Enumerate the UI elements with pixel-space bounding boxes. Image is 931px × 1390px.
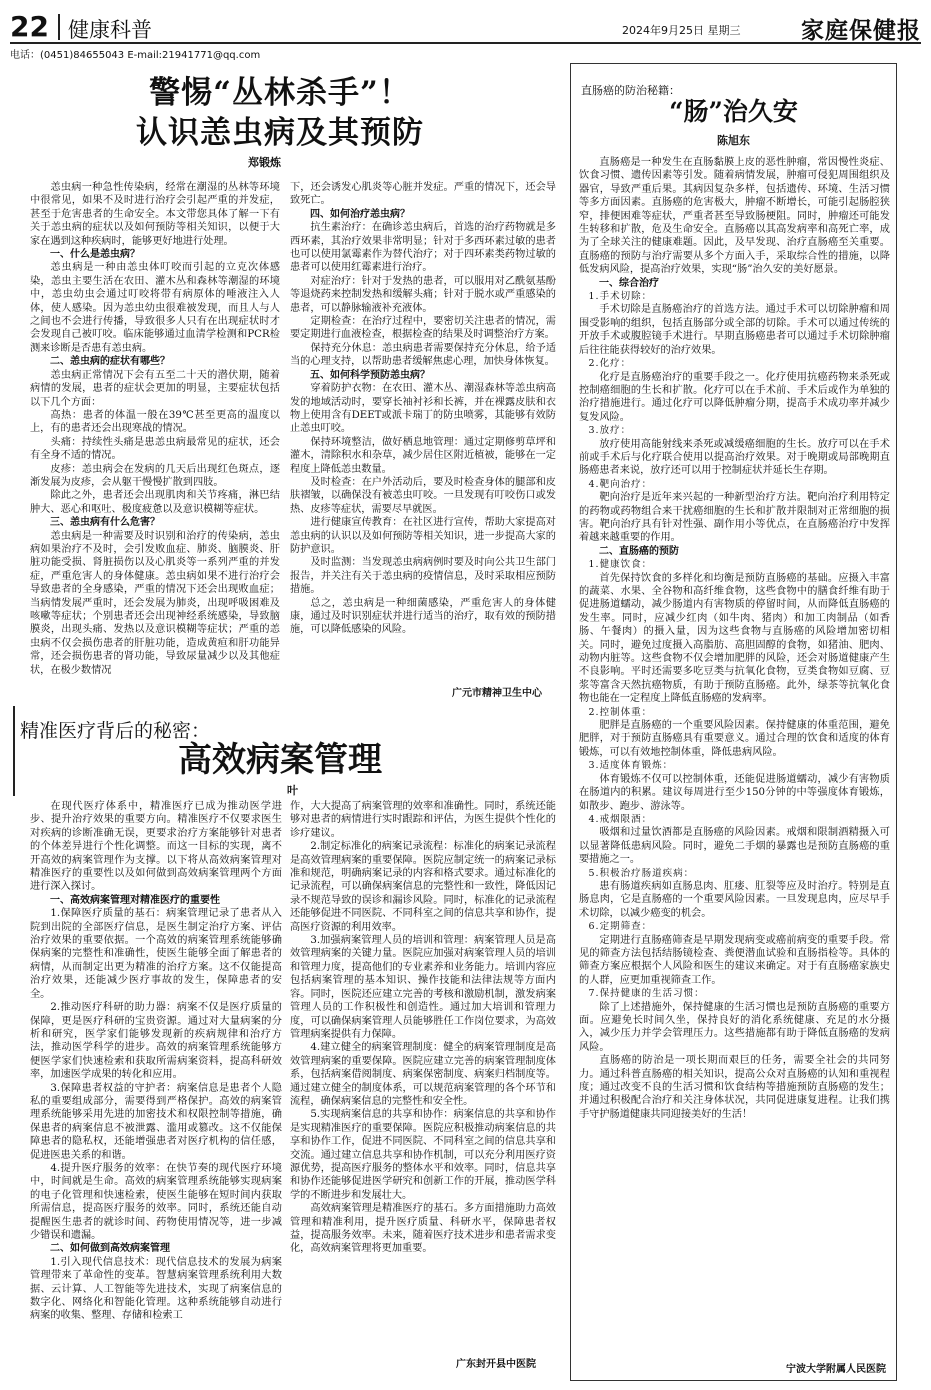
paragraph: 穿着防护衣物：在农田、灌木丛、潮湿森林等恙虫病高发的地域活动时，要穿长袖衬衫和长裤，并在裸露皮肤和衣物上使用含有DEET或派卡瑞丁的防虫喷雾，其能够有效防止恙虫叮咬。 (290, 383, 556, 435)
paragraph: 进行健康宣传教育：在社区进行宣传，帮助大家提高对恙虫病的认识以及如何预防等相关知识，进一步提高大家的防护意识。 (290, 517, 556, 555)
subheading: 3.放疗： (588, 425, 632, 437)
subheading: 2.控制体重： (588, 706, 653, 718)
article1-column-2 (290, 181, 556, 677)
paragraph: 总之，恙虫病是一种细菌感染，严重危害人的身体健康，通过及时识别症状并进行适当的治疗，取有效的预防措施，可以降低感染的风险。 (290, 597, 556, 636)
subheading: 1.健康饮食： (588, 559, 653, 571)
article2-column-1 (30, 800, 282, 1372)
paragraph: 头痛：持续性头痛是患恙虫病最常见的症状，还会有全身不适的情况。 (30, 436, 280, 462)
newspaper-name: 家庭保健报 (801, 17, 921, 44)
contact-line: 电话：(0451)84655043 E-mail:21941771@qq.com (10, 50, 261, 61)
article2-author: 叶 (287, 784, 298, 797)
article1-title-line2: 认识恙虫病及其预防 (136, 115, 424, 151)
paragraph: 吸烟和过量饮酒都是直肠癌的风险因素。戒烟和限制酒精摄入可以显著降低患病风险。同时，避免二手烟的暴露也是预防直肠癌的重要措施之一。 (579, 827, 890, 866)
paragraph: 患有肠道疾病如直肠息肉、肛瘘、肛裂等应及时治疗。特别是直肠息肉，它是直肠癌的一个重要风险因素。一旦发现息肉，应尽早手术切除，以减少癌变的机会。 (579, 880, 890, 919)
paragraph: 在现代医疗体系中，精准医疗已成为推动医学进步、提升治疗效果的重要方向。精准医疗不仅要求医生对疾病的诊断准确无误，更要求治疗方案能够针对患者的个体差异进行个性化调整。而这一目标的实现，离不开高效的病案管理作为支撑。以下将从高效病案管理对精准医疗的重要性以及如何做到高效病案管理两个方面进行深入探讨。 (30, 801, 282, 893)
article3-kicker: 直肠癌的防治秘籍： (581, 84, 680, 97)
section-heading: 二、如何做到高效病案管理 (50, 1243, 170, 1255)
section-heading: 三、恙虫病有什么危害？ (50, 517, 160, 529)
paragraph: 保持充分休息：恙虫病患者需要保持充分休息，给予适当的心理支持，以帮助患者缓解焦虑心理，加快身体恢复。 (290, 342, 556, 368)
paragraph: 2.推动医疗科研的助力器：病案不仅是医疗质量的保障，更是医疗科研的宝贵资源。通过对大量病案的分析和研究，医学家们能够发现新的疾病规律和治疗方法，推动医学科学的进步。高效的病案管理系统能够方便医学家们快速检索和获取所需病案资料，提高科研效率，加速医学成果的转化和应用。 (30, 1002, 282, 1081)
paragraph: 体育锻炼不仅可以控制体重，还能促进肠道蠕动，减少有害物质在肠道内的积累。建议每周进行至少150分钟的中等强度体育锻炼，如散步、跑步、游泳等。 (579, 773, 890, 812)
paragraph: 恙虫病是一种需要及时识别和治疗的传染病，恙虫病如果治疗不及时，会引发败血症、肺炎、脑膜炎、肝脏功能受损、肾脏损伤以及心肌炎等一系列严重的并发症，严重危害人的身体健康。恙虫病如果不进行治疗会导致患者的全身感染，严重的情况下还会出现败血症；当病情发展严重时，还会发展为肺炎，出现呼吸困难及咳嗽等症状；个别患者还会出现神经系统感染，导致脑膜炎，出现头痛、发热以及意识模糊等症状；严重的恙虫病不仅会损伤患者的肝脏功能，造成黄疸和肝功能异常，还会损伤患者的肾功能，导致尿量减少以及其他症状，在极少数情况 (30, 530, 280, 676)
issue-date: 2024年9月25日 星期三 (622, 24, 741, 37)
paragraph: 对症治疗：针对于发热的患者，可以服用对乙酰氨基酚等退烧药来控制发热和缓解头痛；针对于脱水或严重感染的患者，可以静脉输液补充液体。 (290, 275, 556, 314)
article1-column-1 (30, 181, 280, 699)
section-heading: 二、直肠癌的预防 (599, 545, 679, 557)
paragraph: 2.制定标准化的病案记录流程：标准化的病案记录流程是高效管理病案的重要保障。医院应制定统一的病案记录标准和规范，明确病案记录的内容和格式要求。通过标准化的记录流程，可以确保病案信息的完整性和一致性，降低因记录不规范导致的误诊和漏诊风险。同时，标准化的记录流程还能够促进不同医院、不同科室之间的信息共享和协作，提高医疗资源的利用效率。 (290, 841, 556, 933)
article2-kicker: 精准医疗背后的秘密： (20, 720, 211, 742)
paragraph: 除了上述措施外，保持健康的生活习惯也是预防直肠癌的重要方面。应避免长时间久坐，保持良好的消化系统健康、充足的水分摄入，减少压力并学会管理压力。这些措施都有助于降低直肠癌的发病风险。 (579, 1001, 890, 1053)
paragraph: 及时检查：在户外活动后，要及时检查身体的腿部和皮肤褶皱，以确保没有被恙虫叮咬。一旦发现有叮咬伤口或发热、皮疹等症状，需要尽早就医。 (290, 476, 556, 515)
paragraph: 高热：患者的体温一般在39℃甚至更高的温度以上，有的患者还会出现寒战的情况。 (30, 409, 280, 435)
paragraph: 化疗是直肠癌治疗的重要手段之一。化疗使用抗癌药物来杀死或控制癌细胞的生长和扩散。化疗可以在手术前、手术后或作为单独的治疗措施进行。通过化疗可以降低肿瘤分期，提高手术成功率并减少复发风险。 (579, 371, 890, 423)
subheading: 4.戒烟限酒： (588, 813, 653, 825)
paragraph: 皮疹：恙虫病会在发病的几天后出现红色斑点，逐渐发展为皮疹，会从躯干慢慢扩散到四肢。 (30, 463, 280, 488)
article3-body (579, 156, 890, 1348)
section-heading: 一、高效病案管理对精准医疗的重要性 (50, 894, 220, 906)
paragraph: 定期检查：在治疗过程中，要密切关注患者的情况，需要定期进行血液检查，根据检查的结果及时调整治疗方案。 (290, 316, 556, 341)
article3-author: 陈旭东 (717, 134, 750, 147)
paragraph: 恙虫病是一种由恙虫体叮咬而引起的立克次体感染，恙虫主要生活在农田、灌木丛和森林等潮湿的环境中，恙虫幼虫会通过叮咬将带有病原体的唾液注入人体，使人感染。因为恙虫幼虫很难被发现，而且人与人之间也不会进行传播，导致很多人只有在出现症状时才会发现自己被叮咬。临床能够通过血清学检测和PCR检测来诊断是否患有恙虫病。 (30, 262, 280, 354)
paragraph: 靶向治疗是近年来兴起的一种新型治疗方法。靶向治疗利用特定的药物或药物组合来干扰癌细胞的生长和扩散并限制对正常细胞的损害。靶向治疗具有针对性强、副作用小等优点，在直肠癌治疗中发挥着越来越重要的作用。 (579, 492, 890, 544)
paragraph: 除此之外，患者还会出现肌肉和关节疼痛，淋巴结肿大、恶心和呕吐、极度疲惫以及意识模糊等症状。 (30, 490, 280, 515)
paragraph: 保持环境整洁，做好栖息地管理：通过定期修剪草坪和灌木，清除积水和杂草，减少居住区附近植被，能够在一定程度上降低恙虫数量。 (290, 436, 556, 475)
masthead (10, 8, 921, 44)
article3-credit: 宁波大学附属人民医院 (786, 1364, 886, 1375)
section-name: 健康科普 (68, 18, 152, 42)
section-heading: 二、恙虫病的症状有哪些？ (50, 356, 170, 368)
paragraph: 首先保持饮食的多样化和均衡是预防直肠癌的基础。应摄入丰富的蔬菜、水果、全谷物和高纤维食物，这些食物中的膳食纤维有助于促进肠道蠕动，减少肠道内有害物质的停留时间，从而降低直肠癌的发生率。同时，应减少红肉（如牛肉、猪肉）和加工肉制品（如香肠、午餐肉）的摄入量，因为这些食物与直肠癌的风险增加密切相关。同时，避免过度摄入高脂肪、高胆固醇的食物，如猪油、肥肉、动物内脏等。这些食物不仅会增加肥胖的风险，还会对肠道健康产生不良影响。平时还需要多吃豆类与抗氧化食物，豆类食物如豆腐、豆浆等富含天然抗癌物质，有助于预防直肠癌。此外，绿茶等抗氧化食物也能在一定程度上降低直肠癌的发病率。 (579, 572, 890, 705)
paragraph: 手术切除是直肠癌治疗的首选方法。通过手术可以切除肿瘤和周围受影响的组织，包括直肠部分或全部的切除。手术可以通过传统的开放手术或腹腔镜手术进行。早期直肠癌患者可以通过手术切除肿瘤后往往能获得较好的治疗效果。 (579, 304, 890, 356)
article2-credit: 广东封开县中医院 (456, 1359, 536, 1370)
article3-box (570, 63, 897, 1381)
paragraph: 4.提升医疗服务的效率：在快节奏的现代医疗环境中，时间就是生命。高效的病案管理系统能够实现病案的电子化管理和快速检索，使医生能够在短时间内获取所需信息，提高医疗服务的效率。同时，系统还能自动提醒医生患者的就诊时间、药物使用情况等，进一步减少错误和遗漏。 (30, 1162, 282, 1241)
masthead-divider (58, 14, 60, 40)
article1-title-line1: 警惕“丛林杀手”！ (149, 75, 411, 111)
paragraph: 下，还会诱发心肌炎等心脏并发症。严重的情况下，还会导致死亡。 (290, 182, 556, 207)
article1-author: 郑锻炼 (248, 156, 281, 169)
paragraph: 抗生素治疗：在确诊恙虫病后，首选的治疗药物就是多西环素，其治疗效果非常明显；针对于多西环素过敏的患者也可以使用氯霉素作为替代治疗；对于四环素类药物过敏的患者可以使用红霉素进行治疗。 (290, 222, 556, 274)
article3-title: “肠”治久安 (669, 97, 798, 126)
paragraph: 4.建立健全的病案管理制度：健全的病案管理制度是高效管理病案的重要保障。医院应建立完善的病案管理制度体系，包括病案借阅制度、病案保密制度、病案归档制度等。通过建立健全的制度体系，可以规范病案管理的各个环节和流程，确保病案信息的完整性和安全性。 (290, 1042, 556, 1107)
article2-column-2 (290, 800, 556, 1348)
subheading: 4.靶向治疗： (588, 478, 653, 490)
paragraph: 恙虫病一种急性传染病，经常在潮湿的丛林等环境中很常见，如果不及时进行治疗会引起严重的并发症，甚至于危害患者的生命安全。本文带您具体了解一下有关于恙虫病的症状以及如何预防等相关知识，以便于大家在遇到这种疾病时，能够更好地进行处理。 (30, 182, 280, 247)
article1-credit: 广元市精神卫生中心 (452, 688, 542, 699)
paragraph: 直肠癌是一种发生在直肠黏膜上皮的恶性肿瘤，常因慢性炎症、饮食习惯、遗传因素等引发。随着病情发展，肿瘤可侵犯周围组织及器官，导致严重后果。其病因复杂多样，包括遗传、环境、生活习惯等多方面因素。直肠癌的危害极大，肿瘤不断增长，可能引起肠腔狭窄，排便困难等症状，严重者甚至导致肠梗阻。同时，肿瘤还可能发生转移和扩散，危及生命安全。直肠癌以其高发病率和高死亡率，成为了全球关注的健康难题。因此，及早发现、治疗直肠癌至关重要。直肠癌的预防与治疗需要从多个方面入手，采取综合性的措施，以降低发病风险，提高治疗效果，实现“肠”治久安的美好愿景。 (579, 157, 890, 276)
subheading: 3.适度体育锻炼： (588, 760, 674, 772)
paragraph: 1.引入现代信息技术：现代信息技术的发展为病案管理带来了革命性的变革。智慧病案管理系统利用大数据、云计算、人工智能等先进技术，实现了病案信息的数字化、网络化和智能化管理。这种系统能够自动进行病案的收集、整理、存储和检索工 (30, 1256, 282, 1322)
paragraph: 高效病案管理是精准医疗的基石。多方面措施助力高效管理和精准利用，提升医疗质量、科研水平，保障患者权益，提高服务效率。未来，随着医疗技术进步和患者需求变化，高效病案管理将更加重要。 (290, 1203, 556, 1255)
subheading: 1.手术切除： (588, 291, 653, 303)
subheading: 7.保持健康的生活习惯： (588, 988, 705, 1000)
article2-title: 高效病案管理 (178, 740, 382, 780)
paragraph: 肥胖是直肠癌的一个重要风险因素。保持健康的体重范围，避免肥胖，对于预防直肠癌具有重要意义。通过合理的饮食和适度的体育锻炼，可以有效地控制体重，降低患病风险。 (579, 720, 890, 758)
subheading: 2.化疗： (588, 358, 632, 370)
paragraph: 1.保障医疗质量的基石：病案管理记录了患者从入院到出院的全部医疗信息，是医生制定治疗方案、评估治疗效果的重要依据。一个高效的病案管理系统能够确保病案的完整性和准确性，使医生能够全面了解患者的病情，从而制定出更为精准的治疗方案。这不仅能提高治疗效果，还能减少医疗事故的发生，保障患者的安全。 (30, 908, 282, 1000)
paragraph: 恙虫病正常情况下会有五至二十天的潜伏期，随着病情的发展，患者的症状会更加的明显，主要症状包括以下几个方面： (30, 369, 280, 408)
paragraph: 3.保障患者权益的守护者：病案信息是患者个人隐私的重要组成部分，需要得到严格保护。高效的病案管理系统能够采用先进的加密技术和权限控制等措施，确保患者的病案信息不被泄露、滥用或篡改。这不仅能保障患者的隐私权，还能增强患者对医疗机构的信任感，促进医患关系的和谐。 (30, 1082, 282, 1161)
subheading: 5.积极治疗肠道疾病： (588, 867, 695, 879)
section-heading: 五、如何科学预防恙虫病？ (310, 369, 430, 381)
subheading: 6.定期筛查： (588, 921, 653, 933)
section-heading: 四、如何治疗恙虫病？ (310, 208, 410, 220)
section-heading: 一、什么是恙虫病？ (50, 249, 140, 261)
paragraph: 定期进行直肠癌筛查是早期发现病变或癌前病变的重要手段。常见的筛查方法包括结肠镜检查、粪便潜血试验和直肠指检等。具体的筛查方案应根据个人风险和医生的建议来确定。对于有直肠癌家族史的人群，应更加重视筛查工作。 (579, 934, 890, 986)
paragraph: 作，大大提高了病案管理的效率和准确性。同时，系统还能够对患者的病情进行实时跟踪和评估，为医生提供个性化的诊疗建议。 (290, 801, 556, 839)
paragraph: 放疗使用高能射线来杀死或减缓癌细胞的生长。放疗可以在手术前或手术后与化疗联合使用以提高治疗效果。对于晚期或局部晚期直肠癌患者来说，放疗还可以用于控制症状并延长生存期。 (579, 438, 890, 477)
paragraph: 5.实现病案信息的共享和协作：病案信息的共享和协作是实现精准医疗的重要保障。医院应积极推动病案信息的共享和协作工作，促进不同医院、不同科室之间的信息共享和交流。通过建立信息共享和协作机制，可以充分利用医疗资源优势，提高医疗服务的整体水平和效率。同时，信息共享和协作还能够促进医学研究和创新工作的开展，推动医学科学的不断进步和发展壮大。 (290, 1109, 556, 1201)
section-heading: 一、综合治疗 (599, 277, 659, 289)
paragraph: 及时监测：当发现恙虫病病例时要及时向公共卫生部门报告，并关注有关于恙虫病的疫情信息，及时采取相应预防措施。 (290, 557, 556, 596)
paragraph: 3.加强病案管理人员的培训和管理：病案管理人员是高效管理病案的关键力量。医院应加强对病案管理人员的培训和管理力度，提高他们的专业素养和业务能力。培训内容应包括病案管理的基本知识、操作技能和法律法规等方面内容。同时，医院还应建立完善的考核和激励机制，激发病案管理人员的工作积极性和创造性。通过加大培训和管理力度，可以确保病案管理人员能够胜任工作岗位要求，为高效管理病案提供有力保障。 (290, 935, 556, 1040)
paragraph: 直肠癌的防治是一项长期而艰巨的任务，需要全社会的共同努力。通过科普直肠癌的相关知识，提高公众对直肠癌的认知和重视程度；通过改变不良的生活习惯和饮食结构等措施预防直肠癌的发生；并通过积极配合治疗和关注身体状况，共同促进康复进程。让我们携手守护肠道健康共同迎接美好的生活！ (579, 1055, 890, 1120)
page-number: 22 (10, 10, 49, 43)
